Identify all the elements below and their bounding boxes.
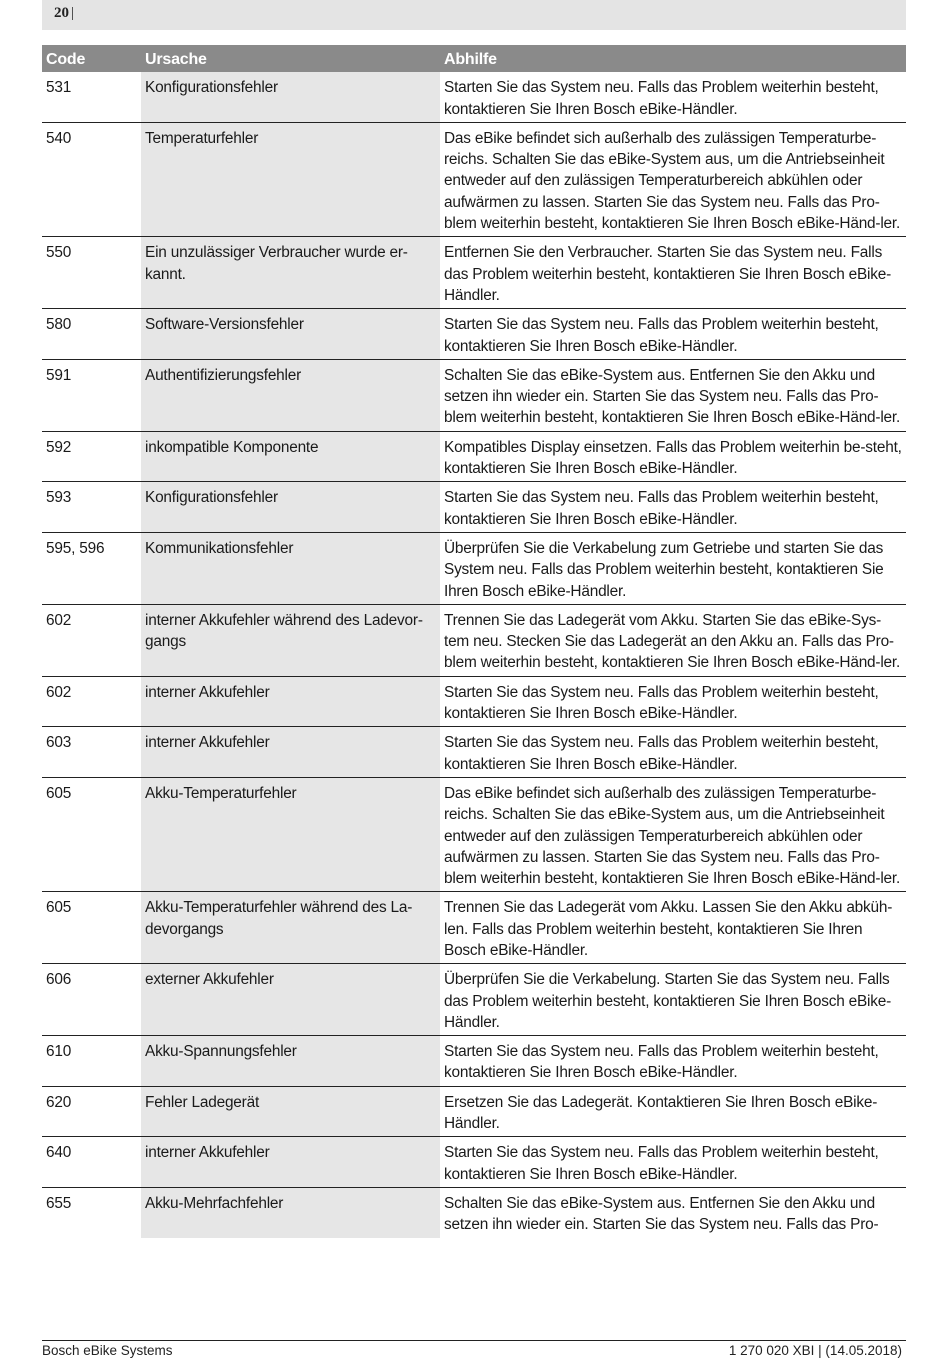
remedy-cell: Überprüfen Sie die Verkabelung. Starten Sie das System neu. Falls das Problem weiterhin besteht, kontaktieren Sie Ihren Bosch eBike-Händler. xyxy=(440,964,906,1036)
cause-cell: Konfigurationsfehler xyxy=(141,482,440,533)
page-number-value: 20 xyxy=(54,5,69,21)
cause-cell: interner Akkufehler xyxy=(141,676,440,727)
cause-cell: Akku-Temperaturfehler xyxy=(141,777,440,891)
table-row xyxy=(42,532,906,604)
table-row xyxy=(42,72,906,122)
cause-cell: Akku-Spannungsfehler xyxy=(141,1036,440,1087)
code-cell: 606 xyxy=(42,964,141,1036)
table-row xyxy=(42,1187,906,1237)
table-row xyxy=(42,604,906,676)
table-header-row xyxy=(42,45,906,72)
cause-cell: Temperaturfehler xyxy=(141,122,440,236)
code-cell: 605 xyxy=(42,892,141,964)
remedy-cell: Starten Sie das System neu. Falls das Problem weiterhin besteht, kontaktieren Sie Ihren Bosch eBike-Händler. xyxy=(440,1137,906,1188)
column-header-code: Code xyxy=(42,45,141,72)
cause-cell: inkompatible Komponente xyxy=(141,431,440,482)
remedy-cell: Das eBike befindet sich außerhalb des zulässigen Temperaturbe-reichs. Schalten Sie das eBike-System aus, um die Antriebseinheit entweder auf den zulässigen Temperaturbereich abkühlen oder aufwärmen zu lassen. Starten Sie das System neu. Falls das Pro-blem weiterhin besteht, kontaktieren Sie Ihren Bosch eBike-Händ-ler. xyxy=(440,122,906,236)
table-row xyxy=(42,1137,906,1188)
code-cell: 580 xyxy=(42,309,141,360)
remedy-cell: Kompatibles Display einsetzen. Falls das Problem weiterhin be-steht, kontaktieren Sie Ihren Bosch eBike-Händler. xyxy=(440,431,906,482)
code-cell: 591 xyxy=(42,359,141,431)
table-row xyxy=(42,431,906,482)
table-row xyxy=(42,676,906,727)
remedy-cell: Überprüfen Sie die Verkabelung zum Getriebe und starten Sie das System neu. Falls das Problem weiterhin besteht, kontaktieren Sie Ihren Bosch eBike-Händler. xyxy=(440,532,906,604)
cause-cell: interner Akkufehler xyxy=(141,1137,440,1188)
footer-rule xyxy=(42,1340,906,1341)
cause-cell: Konfigurationsfehler xyxy=(141,72,440,122)
code-cell: 593 xyxy=(42,482,141,533)
column-header-remedy: Abhilfe xyxy=(440,45,906,72)
code-cell: 595, 596 xyxy=(42,532,141,604)
page-header-band xyxy=(42,0,906,30)
cause-cell: interner Akkufehler xyxy=(141,727,440,778)
code-cell: 540 xyxy=(42,122,141,236)
remedy-cell: Das eBike befindet sich außerhalb des zulässigen Temperaturbe-reichs. Schalten Sie das eBike-System aus, um die Antriebseinheit entweder auf den zulässigen Temperaturbereich abkühlen oder aufwärmen zu lassen. Starten Sie das System neu. Falls das Pro-blem weiterhin besteht, kontaktieren Sie Ihren Bosch eBike-Händ-ler. xyxy=(440,777,906,891)
code-cell: 603 xyxy=(42,727,141,778)
remedy-cell: Schalten Sie das eBike-System aus. Entfernen Sie den Akku und setzen ihn wieder ein. Starten Sie das System neu. Falls das Pro-blem weiterhin besteht, kontaktieren Sie Ihren Bosch eBike-Händ-ler. xyxy=(440,359,906,431)
footer-company: Bosch eBike Systems xyxy=(42,1343,173,1358)
remedy-cell: Entfernen Sie den Verbraucher. Starten Sie das System neu. Falls das Problem weiterhin besteht, kontaktieren Sie Ihren Bosch eBike-Händler. xyxy=(440,237,906,309)
cause-cell: Akku-Mehrfachfehler xyxy=(141,1187,440,1237)
code-cell: 655 xyxy=(46,1194,72,1212)
cause-cell: externer Akkufehler xyxy=(141,964,440,1036)
table-row xyxy=(42,482,906,533)
remedy-cell: Starten Sie das System neu. Falls das Problem weiterhin besteht, kontaktieren Sie Ihren Bosch eBike-Händler. xyxy=(440,727,906,778)
error-code-table xyxy=(42,45,906,1238)
cause-cell: Kommunikationsfehler xyxy=(141,532,440,604)
table-row xyxy=(42,727,906,778)
code-cell: 602 xyxy=(42,676,141,727)
remedy-cell: Trennen Sie das Ladegerät vom Akku. Starten Sie das eBike-Sys-tem neu. Stecken Sie das Ladegerät an den Akku an. Falls das Pro-blem weiterhin besteht, kontaktieren Sie Ihren Bosch eBike-Händ-ler. xyxy=(440,604,906,676)
table-header xyxy=(42,45,906,72)
footer-doc-id: 1 270 020 XBI | (14.05.2018) xyxy=(728,1343,902,1358)
table-row xyxy=(42,359,906,431)
page-number xyxy=(54,5,74,22)
column-header-cause: Ursache xyxy=(141,45,440,72)
cause-cell: Software-Versionsfehler xyxy=(141,309,440,360)
remedy-cell: Starten Sie das System neu. Falls das Problem weiterhin besteht, kontaktieren Sie Ihren Bosch eBike-Händler. xyxy=(440,72,906,122)
cause-cell: Fehler Ladegerät xyxy=(141,1086,440,1137)
code-cell: 620 xyxy=(42,1086,141,1137)
code-cell: 592 xyxy=(42,431,141,482)
code-cell: 602 xyxy=(42,604,141,676)
code-cell: 610 xyxy=(42,1036,141,1087)
code-cell: 531 xyxy=(42,72,141,122)
remedy-cell: Trennen Sie das Ladegerät vom Akku. Lassen Sie den Akku abküh-len. Falls das Problem weiterhin besteht, kontaktieren Sie Ihren Bosch eBike-Händler. xyxy=(440,892,906,964)
table-row xyxy=(42,964,906,1036)
cause-cell: interner Akkufehler während des Ladevor-gangs xyxy=(141,604,440,676)
table-row xyxy=(42,122,906,236)
table-row xyxy=(42,1086,906,1137)
table-row xyxy=(42,1036,906,1087)
cause-cell: Authentifizierungsfehler xyxy=(141,359,440,431)
table-row xyxy=(42,237,906,309)
remedy-cell: Starten Sie das System neu. Falls das Problem weiterhin besteht, kontaktieren Sie Ihren Bosch eBike-Händler. xyxy=(440,676,906,727)
table-row xyxy=(42,309,906,360)
cause-cell: Ein unzulässiger Verbraucher wurde er-kannt. xyxy=(141,237,440,309)
table-row xyxy=(42,777,906,891)
table-body xyxy=(42,72,906,1237)
remedy-cell: Schalten Sie das eBike-System aus. Entfernen Sie den Akku und setzen ihn wieder ein. Starten Sie das System neu. Falls das Pro- xyxy=(444,1194,879,1234)
remedy-cell: Starten Sie das System neu. Falls das Problem weiterhin besteht, kontaktieren Sie Ihren Bosch eBike-Händler. xyxy=(440,1036,906,1087)
code-cell: 640 xyxy=(42,1137,141,1188)
cause-cell: Akku-Temperaturfehler während des La-devorgangs xyxy=(141,892,440,964)
table-row xyxy=(42,892,906,964)
page-number-separator: | xyxy=(71,5,75,21)
remedy-cell: Starten Sie das System neu. Falls das Problem weiterhin besteht, kontaktieren Sie Ihren Bosch eBike-Händler. xyxy=(440,309,906,360)
remedy-cell: Ersetzen Sie das Ladegerät. Kontaktieren Sie Ihren Bosch eBike-Händler. xyxy=(440,1086,906,1137)
code-cell: 550 xyxy=(42,237,141,309)
remedy-cell: Starten Sie das System neu. Falls das Problem weiterhin besteht, kontaktieren Sie Ihren Bosch eBike-Händler. xyxy=(440,482,906,533)
code-cell: 605 xyxy=(42,777,141,891)
